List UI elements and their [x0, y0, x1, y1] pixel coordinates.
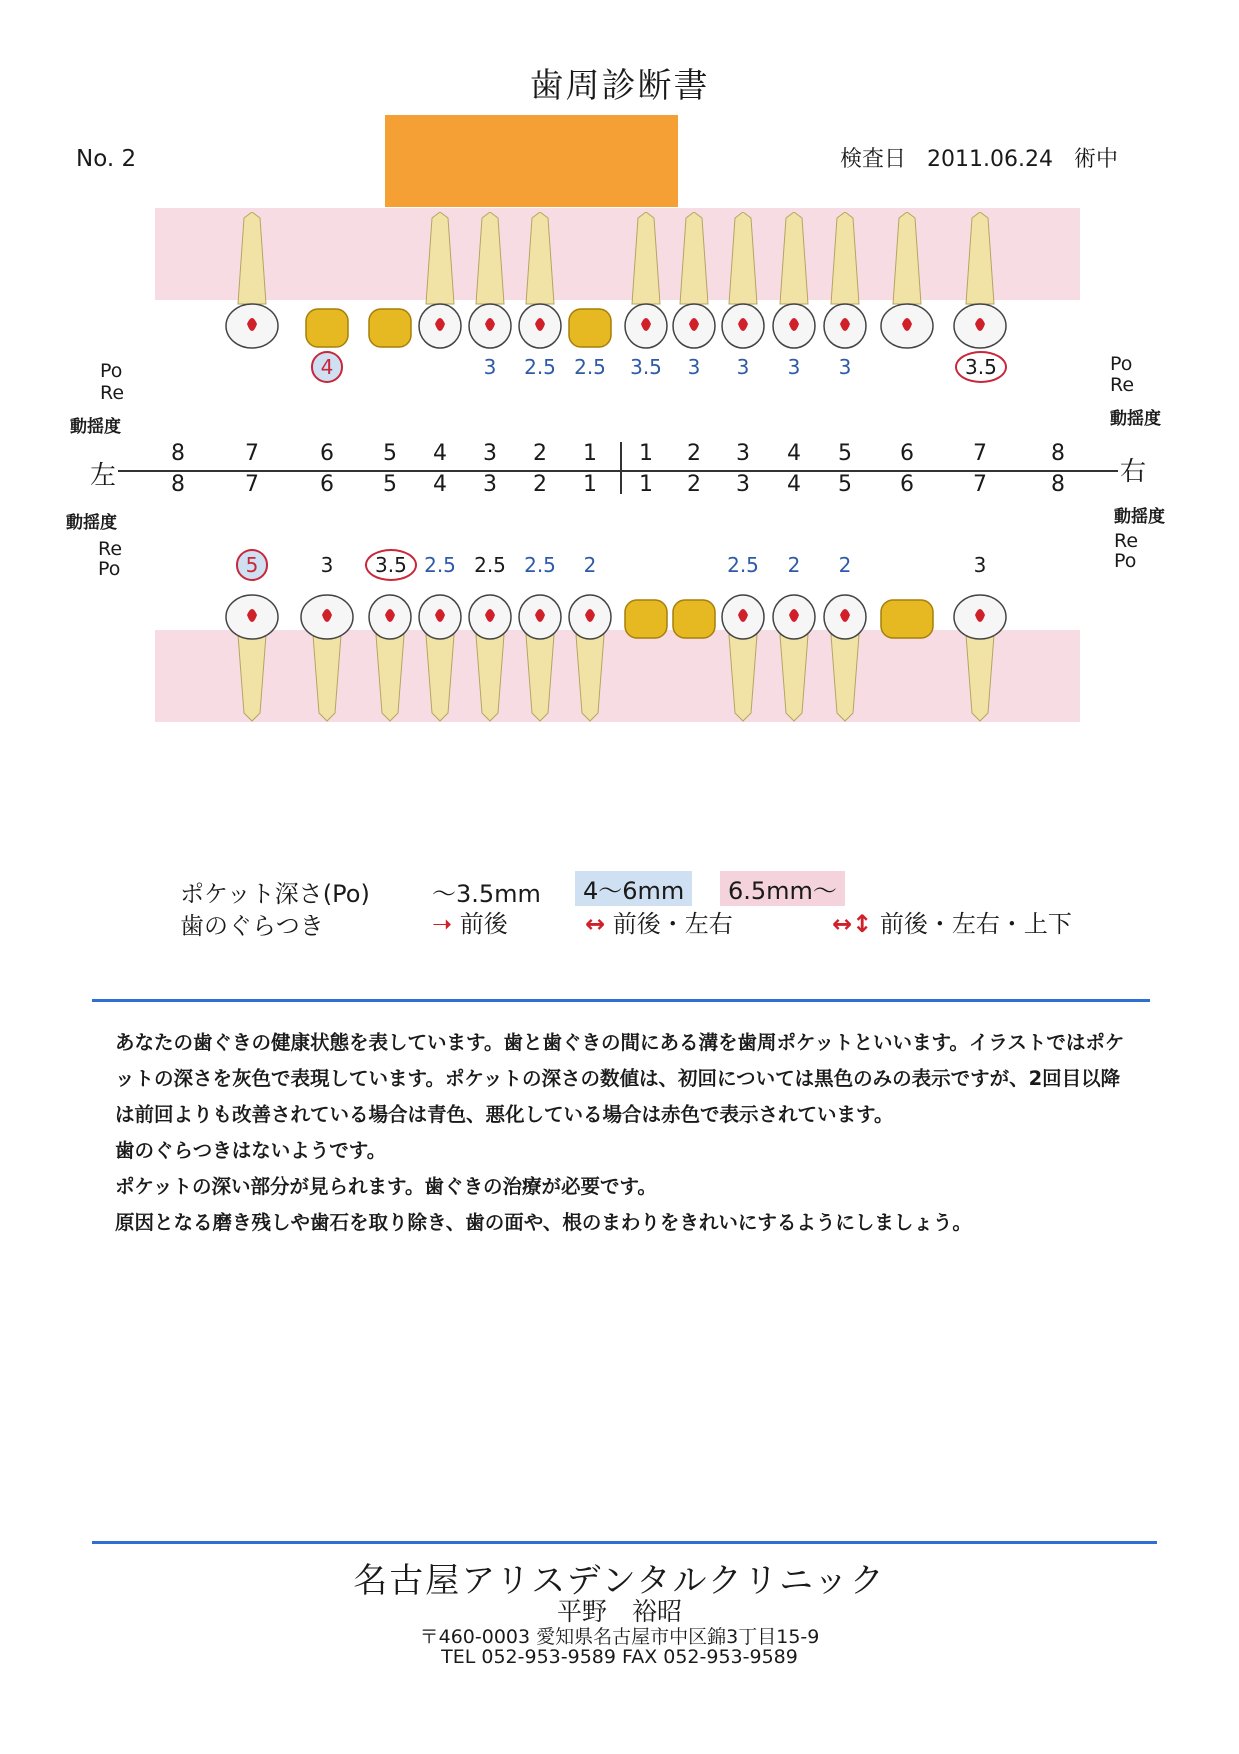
page-title: 歯周診断書 [529, 66, 710, 106]
pocket-depth-value: 2 [787, 553, 801, 577]
lower-tooth-numbers [0, 472, 1239, 498]
tooth-number: 1 [583, 472, 597, 497]
pocket-depth-value: 3 [787, 355, 801, 379]
lower-mobility-label-left: 動揺度 [66, 513, 117, 533]
tooth-number: 6 [900, 472, 914, 497]
upper-re-label-right: Re [1110, 374, 1135, 396]
tooth-root-icon [526, 212, 554, 304]
mobility-legend-1: ➝ 前後 [432, 910, 508, 938]
tooth-root-icon [831, 635, 859, 721]
clinic-phone: TEL 052-953-9589 FAX 052-953-9589 [441, 1646, 798, 1668]
tooth-root-icon [729, 212, 757, 304]
tooth-root-icon [376, 635, 404, 721]
clinic-address: 〒460-0003 愛知県名古屋市中区錦3丁目15-9 [419, 1626, 820, 1648]
right-side-label: 右 [1120, 457, 1147, 487]
mobility-legend-3: ↔↕ 前後・左右・上下 [832, 910, 1072, 938]
exam-info [840, 142, 1132, 173]
tooth-number: 2 [687, 441, 701, 466]
arrow-right-icon: ➝ [432, 910, 453, 938]
tooth-number: 5 [838, 441, 852, 466]
pocket-depth-value: 4 [302, 355, 352, 379]
pocket-legend-range2: 4～6mm [575, 871, 692, 906]
tooth-number: 1 [639, 472, 653, 497]
tooth-number: 7 [245, 441, 259, 466]
pocket-legend-label: ポケット深さ(Po) [180, 880, 370, 908]
gold-crown-icon [569, 309, 611, 347]
tooth-number: 7 [973, 472, 987, 497]
tooth-number: 8 [1051, 472, 1065, 497]
tooth-number: 1 [583, 441, 597, 466]
gold-crown-icon [369, 309, 411, 347]
arrow-left-right-icon: ↔ [585, 910, 606, 938]
lower-pocket-depth-row [0, 553, 1239, 583]
upper-po-label-right: Po [1110, 353, 1133, 375]
gold-crown-icon [673, 600, 715, 638]
pocket-depth-value: 2.5 [524, 355, 556, 379]
pocket-depth-value: 2 [838, 553, 852, 577]
tooth-number: 4 [433, 472, 447, 497]
tooth-number: 3 [736, 472, 750, 497]
tooth-root-icon [238, 212, 266, 304]
tooth-number: 3 [483, 472, 497, 497]
pocket-depth-value: 3 [483, 355, 497, 379]
tooth-number: 4 [433, 441, 447, 466]
tooth-number: 8 [171, 441, 185, 466]
upper-po-label-left: Po [100, 360, 123, 382]
mobility-legend-label: 歯のぐらつき [180, 912, 324, 940]
tooth-number: 7 [245, 472, 259, 497]
tooth-number: 4 [787, 441, 801, 466]
explanation-paragraph-2: 歯のぐらつきはないようです。 [115, 1139, 387, 1162]
tooth-root-icon [680, 212, 708, 304]
tooth-number: 2 [687, 472, 701, 497]
tooth-root-icon [831, 212, 859, 304]
upper-mobility-label-right: 動揺度 [1110, 409, 1161, 429]
upper-teeth-illustration [155, 212, 1080, 357]
tooth-number: 4 [787, 472, 801, 497]
tooth-number: 7 [973, 441, 987, 466]
left-side-label: 左 [90, 461, 117, 491]
upper-pocket-depth-row [0, 355, 1239, 385]
lower-teeth-illustration [155, 583, 1080, 728]
exam-date-label: 検査日 [840, 147, 907, 172]
document-number: No. 2 [76, 146, 137, 172]
clinic-name: 名古屋アリスデンタルクリニック [353, 1561, 886, 1601]
pocket-legend-range3: 6.5mm～ [720, 871, 845, 906]
tooth-root-icon [238, 635, 266, 721]
tooth-root-icon [576, 635, 604, 721]
pocket-depth-value: 3 [736, 355, 750, 379]
gold-crown-icon [625, 600, 667, 638]
pocket-depth-value: 3.5 [955, 355, 1005, 379]
pocket-depth-value: 5 [227, 553, 277, 577]
tooth-root-icon [632, 212, 660, 304]
tooth-number: 6 [320, 441, 334, 466]
tooth-root-icon [729, 635, 757, 721]
pocket-depth-value: 3.5 [630, 355, 662, 379]
tooth-number: 5 [838, 472, 852, 497]
redacted-patient-name [385, 115, 678, 207]
upper-re-label-left: Re [100, 382, 125, 404]
pocket-depth-value: 3 [838, 355, 852, 379]
upper-tooth-numbers [0, 441, 1239, 467]
tooth-root-icon [313, 635, 341, 721]
section-divider-top [92, 999, 1150, 1002]
lower-mobility-label-right: 動揺度 [1114, 507, 1165, 527]
tooth-number: 8 [1051, 441, 1065, 466]
explanation-paragraph-1: あなたの歯ぐきの健康状態を表しています。歯と歯ぐきの間にある溝を歯周ポケットといいます。イラストではポケットの深さを灰色で表現しています。ポケットの深さの数値は、初回については黒色のみの表示ですが、2回目以降は前回よりも改善されている場合は青色、悪化している場合は赤色で表示されています。 [115, 1031, 1125, 1126]
gold-crown-icon [881, 600, 933, 638]
explanation-paragraph-3: ポケットの深い部分が見られます。歯ぐきの治療が必要です。 [115, 1175, 657, 1198]
tooth-number: 3 [736, 441, 750, 466]
tooth-root-icon [526, 635, 554, 721]
exam-note: 術中 [1073, 147, 1118, 172]
tooth-root-icon [426, 635, 454, 721]
tooth-root-icon [780, 212, 808, 304]
pocket-depth-value: 3.5 [365, 553, 415, 577]
lower-re-label-right: Re [1114, 530, 1139, 552]
doctor-name: 平野 裕昭 [556, 1597, 682, 1626]
tooth-number: 8 [171, 472, 185, 497]
pocket-depth-value: 2 [583, 553, 597, 577]
tooth-number: 3 [483, 441, 497, 466]
tooth-number: 1 [639, 441, 653, 466]
mobility-legend-2: ↔ 前後・左右 [585, 910, 733, 938]
tooth-number: 5 [383, 472, 397, 497]
tooth-root-icon [893, 212, 921, 304]
tooth-number: 5 [383, 441, 397, 466]
pocket-depth-value: 3 [973, 553, 987, 577]
tooth-root-icon [966, 635, 994, 721]
pocket-depth-value: 3 [320, 553, 334, 577]
lower-po-label-right: Po [1114, 550, 1137, 572]
section-divider-bottom [92, 1541, 1157, 1544]
tooth-root-icon [426, 212, 454, 304]
tooth-root-icon [476, 635, 504, 721]
tooth-root-icon [476, 212, 504, 304]
pocket-depth-value: 2.5 [424, 553, 456, 577]
tooth-number: 2 [533, 441, 547, 466]
pocket-depth-value: 2.5 [727, 553, 759, 577]
upper-mobility-label-left: 動揺度 [70, 417, 121, 437]
pocket-legend-range1: ～3.5mm [432, 880, 541, 908]
lower-re-label-left: Re [98, 538, 123, 560]
explanation-paragraph-4: 原因となる磨き残しや歯石を取り除き、歯の面や、根のまわりをきれいにするようにしましょう。 [115, 1211, 972, 1234]
explanation-text [115, 1025, 1125, 1241]
pocket-depth-value: 2.5 [474, 553, 506, 577]
pocket-depth-value: 3 [687, 355, 701, 379]
pocket-depth-value: 2.5 [524, 553, 556, 577]
tooth-number: 6 [320, 472, 334, 497]
exam-date: 2011.06.24 [927, 147, 1053, 172]
tooth-root-icon [780, 635, 808, 721]
gold-crown-icon [306, 309, 348, 347]
arrow-all-directions-icon: ↔↕ [832, 910, 873, 938]
tooth-number: 2 [533, 472, 547, 497]
tooth-root-icon [966, 212, 994, 304]
lower-po-label-left: Po [98, 558, 121, 580]
pocket-depth-value: 2.5 [574, 355, 606, 379]
tooth-number: 6 [900, 441, 914, 466]
